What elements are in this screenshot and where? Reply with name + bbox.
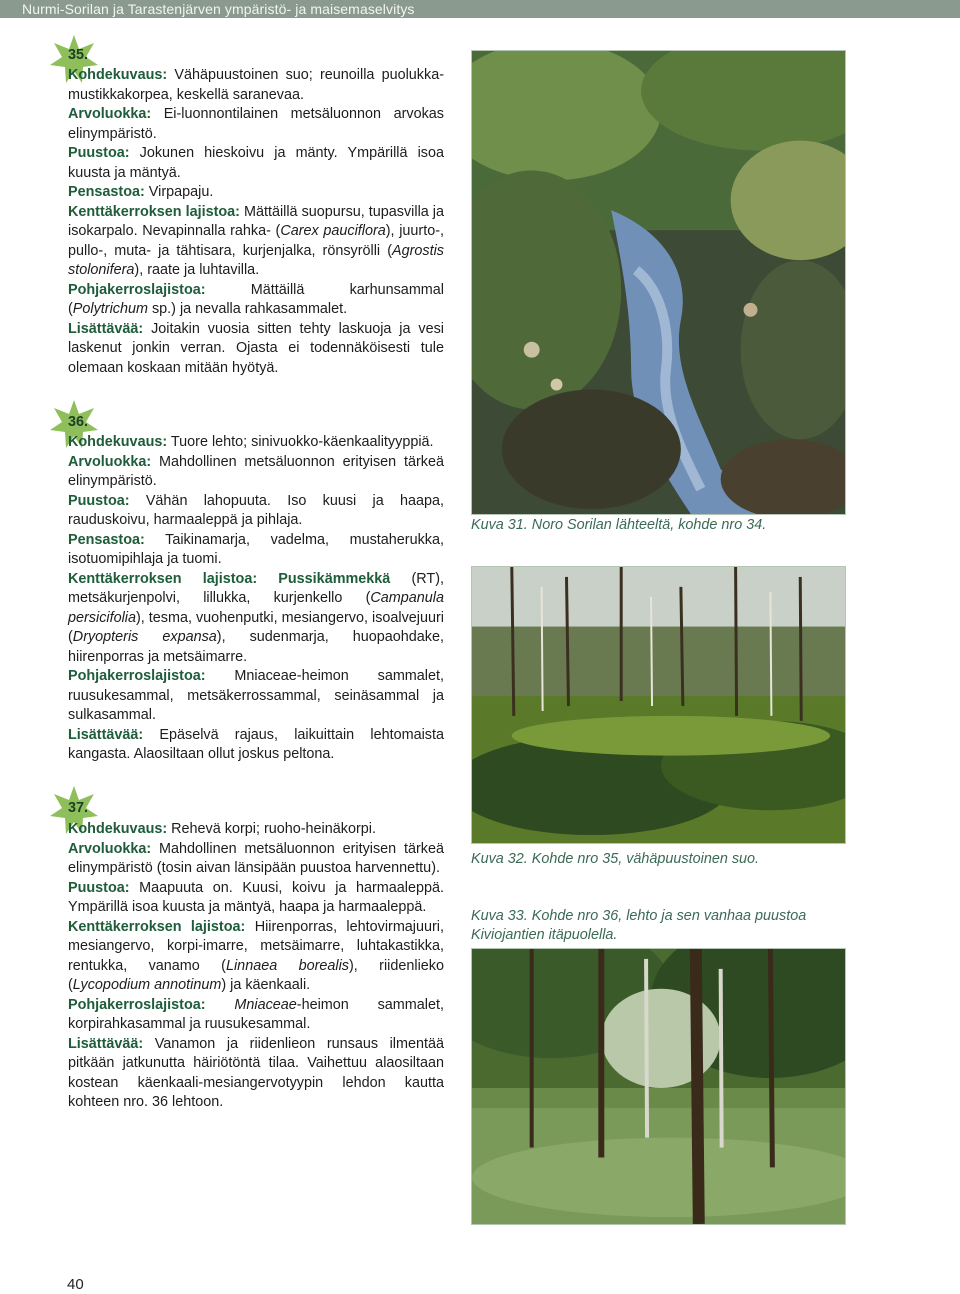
- entry-paragraph: [68, 320, 444, 379]
- field-text: Vähän lahopuuta. Iso kuusi ja haapa, rauduskoivu, harmaaleppä ja pihlaja.: [68, 492, 444, 528]
- field-label: Kenttäkerroksen lajistoa: Pussikämmekkä: [68, 570, 391, 587]
- field-text: Taikinamarja, vadelma, mustaherukka, isotuomipihlaja ja tuomi.: [68, 531, 444, 567]
- entry-paragraph: [68, 183, 444, 203]
- photo-caption: Kuva 33. Kohde nro 36, lehto ja sen vanhaa puustoa Kiviojantien itäpuolella.: [471, 908, 807, 943]
- field-text: (RT), metsäkurjenpolvi, lillukka, kurjenkello (Campanula persicifolia), tesma, vuohenputki, mesiangervo, isoalvejuuri (Dryopteris expansa), sudenmarja, huopaohdake, hiirenporras ja metsäimarre.: [68, 570, 444, 665]
- field-text: Vanamon ja riidenlieon runsaus ilmentää pitkään jatkunutta häiriötöntä tilaa. Vaihettuu alaosiltaan kostean käenkaali-mesiangervotyypin lehdon kautta kohteen nro. 36 lehtoon.: [68, 1035, 444, 1110]
- field-label: Puustoa:: [68, 879, 130, 896]
- field-text: Maapuuta on. Kuusi, koivu ja harmaaleppä. Ympärillä isoa kuusta ja mäntyä, haapa ja harmaaleppä.: [68, 879, 444, 915]
- field-text: Ei-luonnontilainen metsäluonnon arvokas elinympäristö.: [68, 106, 444, 142]
- photo-stream: [471, 50, 846, 515]
- field-text: Rehevä korpi; ruoho-heinäkorpi.: [167, 821, 376, 837]
- entry-number: 35.: [68, 47, 89, 63]
- field-label: Lisättävää:: [68, 320, 144, 337]
- field-label: Kohdekuvaus:: [68, 434, 168, 450]
- entry-paragraph: [68, 726, 444, 765]
- field-text: Tuore lehto; sinivuokko-käenkaalityyppiä.: [167, 434, 434, 450]
- entry-number: 37.: [68, 800, 89, 816]
- entry-paragraph: [68, 453, 444, 492]
- page-header-title: Nurmi-Sorilan ja Tarastenjärven ympäristö- ja maisemaselvitys: [22, 1, 415, 17]
- photo-caption: Kuva 32. Kohde nro 35, vähäpuustoinen suo.: [471, 851, 760, 867]
- entry-paragraph: [68, 433, 444, 453]
- field-label: Kenttäkerroksen lajistoa:: [68, 203, 240, 220]
- field-text: Joitakin vuosia sitten tehty laskuoja ja vesi laskenut jonkin verran. Ojasta ei todennäköisesti tule olemaan koskaan mitään hyötyä.: [68, 320, 444, 376]
- field-label: Lisättävää:: [68, 726, 144, 743]
- entry-paragraph: [68, 203, 444, 281]
- field-label: Kenttäkerroksen lajistoa:: [68, 918, 246, 935]
- entry-paragraph: [68, 66, 444, 105]
- field-label: Pohjakerroslajistoa:: [68, 281, 206, 298]
- entry-paragraph: [68, 667, 444, 726]
- entry-paragraph: [68, 918, 444, 996]
- field-text: Jokunen hieskoivu ja mänty. Ympärillä isoa kuusta ja mäntyä.: [68, 145, 444, 181]
- entry-paragraph: [68, 840, 444, 879]
- field-text: Mättäillä karhunsammal (Polytrichum sp.) ja nevalla rahkasammalet.: [68, 281, 444, 317]
- field-label: Puustoa:: [68, 145, 130, 161]
- field-label: Kohdekuvaus:: [68, 821, 168, 837]
- entry-paragraph: [68, 105, 444, 144]
- field-text: Mahdollinen metsäluonnon erityisen tärkeä elinympäristö.: [68, 453, 444, 489]
- entry-36: [68, 433, 444, 765]
- photo-bog: [471, 566, 846, 844]
- field-label: Arvoluokka:: [68, 453, 152, 470]
- field-label: Puustoa:: [68, 492, 130, 509]
- photo-caption: Kuva 31. Noro Sorilan lähteeltä, kohde nro 34.: [471, 517, 767, 533]
- field-label: Pohjakerroslajistoa:: [68, 996, 206, 1013]
- entry-paragraph: [68, 1035, 444, 1113]
- entry-37: [68, 820, 444, 1113]
- field-label: Arvoluokka:: [68, 840, 152, 857]
- field-text: Mättäillä suopursu, tupasvilla ja isokarpalo. Nevapinnalla rahka- (Carex pauciflora), juurto-, pullo-, muta- ja tähtisara, kurjenjalka, rönsyrölli (Agrostis stolonifera), raate ja luhtavilla.: [68, 203, 444, 278]
- page-number: 40: [67, 1276, 84, 1293]
- field-label: Arvoluokka:: [68, 106, 152, 122]
- field-text: Vähäpuustoinen suo; reunoilla puolukka-mustikkakorpea, keskellä saranevaa.: [68, 67, 444, 103]
- entry-paragraph: [68, 879, 444, 918]
- entry-paragraph: [68, 144, 444, 183]
- field-text: Virpapaju.: [144, 184, 214, 200]
- entry-paragraph: [68, 996, 444, 1035]
- field-label: Kohdekuvaus:: [68, 67, 168, 83]
- entry-number: 36.: [68, 414, 89, 430]
- photo-grove: [471, 948, 846, 1225]
- field-label: Pohjakerroslajistoa:: [68, 668, 206, 684]
- field-text: Mahdollinen metsäluonnon erityisen tärkeä elinympäristö (tosin aivan länsipään puustoa harvennettu).: [68, 840, 444, 876]
- entry-paragraph: [68, 492, 444, 531]
- entry-paragraph: [68, 281, 444, 320]
- field-text: Mniaceae-heimon sammalet, korpirahkasammal ja ruusukesammal.: [68, 996, 444, 1032]
- entry-paragraph: [68, 531, 444, 570]
- entry-35: [68, 66, 444, 378]
- field-label: Lisättävää:: [68, 1035, 144, 1052]
- field-text: Epäselvä rajaus, laikuittain lehtomaista kangasta. Alaosiltaan ollut joskus peltona.: [68, 726, 444, 762]
- field-label: Pensastoa:: [68, 184, 145, 200]
- field-label: Pensastoa:: [68, 531, 145, 548]
- entry-paragraph: [68, 570, 444, 668]
- field-text: Hiirenporras, lehtovirmajuuri, mesiangervo, korpi-imarre, metsäimarre, luhtakastikka, rentukka, vanamo (Linnaea borealis), riidenlieko (Lycopodium annotinum) ja käenkaali.: [68, 918, 444, 993]
- entry-paragraph: [68, 820, 444, 840]
- field-text: Mniaceae-heimon sammalet, ruusukesammal, metsäkerrossammal, seinäsammal ja sulkasammal.: [68, 668, 444, 723]
